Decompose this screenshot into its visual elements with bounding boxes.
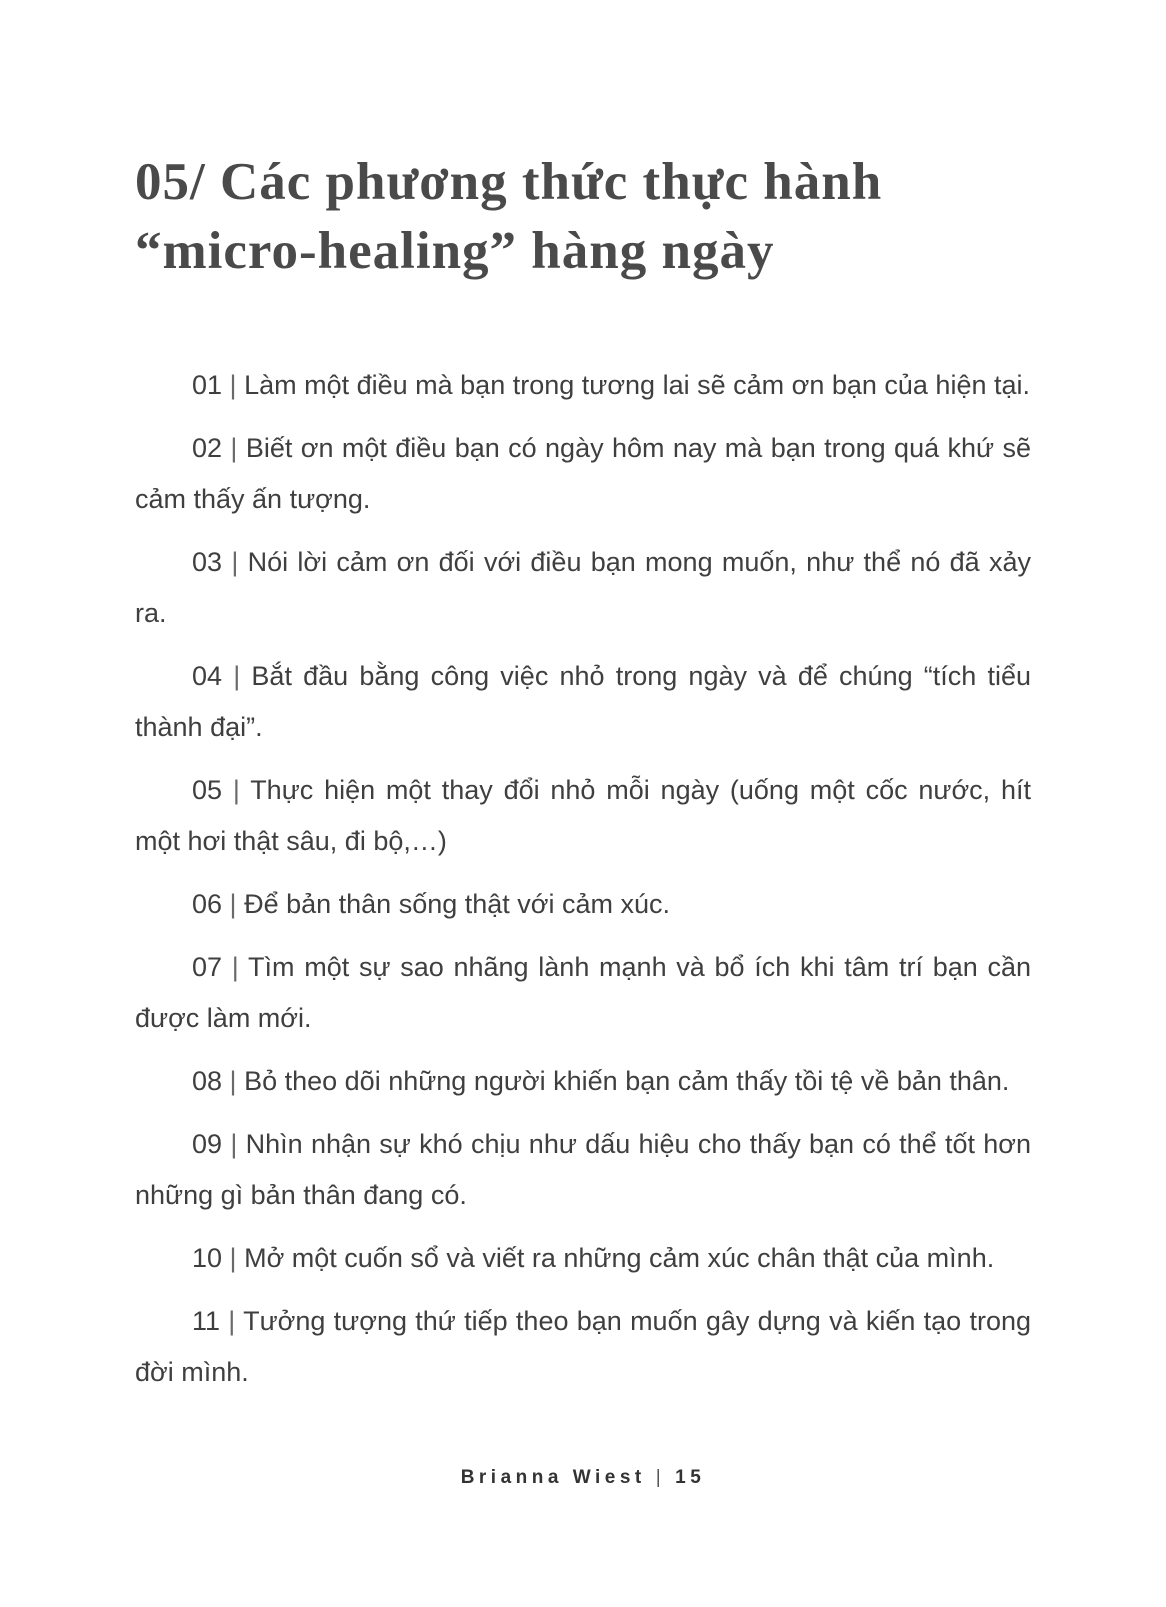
item-separator: |	[222, 889, 245, 919]
list-item	[135, 879, 1031, 930]
footer-separator: |	[655, 1467, 666, 1488]
footer-author: Brianna Wiest	[460, 1467, 646, 1488]
item-number: 01	[192, 370, 223, 400]
item-text: Bắt đầu bằng công việc nhỏ trong ngày và để chúng “tích tiểu thành đại”.	[135, 661, 1031, 742]
list-item	[135, 651, 1031, 753]
item-text: Để bản thân sống thật với cảm xúc.	[244, 889, 671, 919]
item-text: Bỏ theo dõi những người khiến bạn cảm thấy tồi tệ về bản thân.	[244, 1066, 1010, 1096]
list-item	[135, 1233, 1031, 1284]
list-item	[135, 1296, 1031, 1398]
list-item	[135, 1056, 1031, 1107]
item-number: 11	[192, 1306, 221, 1336]
item-number: 02	[192, 433, 223, 463]
list-item	[135, 1119, 1031, 1221]
item-number: 09	[192, 1129, 223, 1159]
chapter-title: 05/ Các phương thức thực hành “micro-healing” hàng ngày	[135, 153, 883, 280]
item-separator: |	[222, 547, 248, 577]
item-number: 06	[192, 889, 223, 919]
item-separator: |	[220, 1306, 244, 1336]
list-item	[135, 360, 1031, 411]
list-item	[135, 765, 1031, 867]
item-number: 07	[192, 952, 223, 982]
item-number: 04	[192, 661, 223, 691]
item-separator: |	[222, 1243, 245, 1273]
list-item	[135, 423, 1031, 525]
item-text: Thực hiện một thay đổi nhỏ mỗi ngày (uống một cốc nước, hít một hơi thật sâu, đi bộ,…)	[135, 775, 1031, 856]
list-item	[135, 537, 1031, 639]
item-number: 03	[192, 547, 223, 577]
item-number: 08	[192, 1066, 223, 1096]
item-text: Làm một điều mà bạn trong tương lai sẽ cảm ơn bạn của hiện tại.	[244, 370, 1030, 400]
item-separator: |	[222, 952, 249, 982]
page-footer	[0, 1467, 1166, 1489]
item-number: 10	[192, 1243, 223, 1273]
item-text: Mở một cuốn sổ và viết ra những cảm xúc chân thật của mình.	[244, 1243, 995, 1273]
item-separator: |	[222, 661, 252, 691]
item-text: Tưởng tượng thứ tiếp theo bạn muốn gây dựng và kiến tạo trong đời mình.	[135, 1306, 1031, 1387]
item-number: 05	[192, 775, 223, 805]
item-text: Tìm một sự sao nhãng lành mạnh và bổ ích khi tâm trí bạn cần được làm mới.	[135, 952, 1032, 1033]
item-separator: |	[222, 775, 251, 805]
micro-healing-list	[135, 360, 1031, 1398]
item-separator: |	[222, 370, 245, 400]
item-text: Nói lời cảm ơn đối với điều bạn mong muốn, như thể nó đã xảy ra.	[135, 547, 1031, 628]
footer-page-number: 15	[675, 1467, 706, 1488]
item-text: Nhìn nhận sự khó chịu như dấu hiệu cho thấy bạn có thể tốt hơn những gì bản thân đang có.	[135, 1129, 1031, 1210]
item-text: Biết ơn một điều bạn có ngày hôm nay mà bạn trong quá khứ sẽ cảm thấy ấn tượng.	[135, 433, 1031, 514]
item-separator: |	[222, 1129, 246, 1159]
list-item	[135, 942, 1031, 1044]
item-separator: |	[222, 433, 246, 463]
item-separator: |	[222, 1066, 245, 1096]
